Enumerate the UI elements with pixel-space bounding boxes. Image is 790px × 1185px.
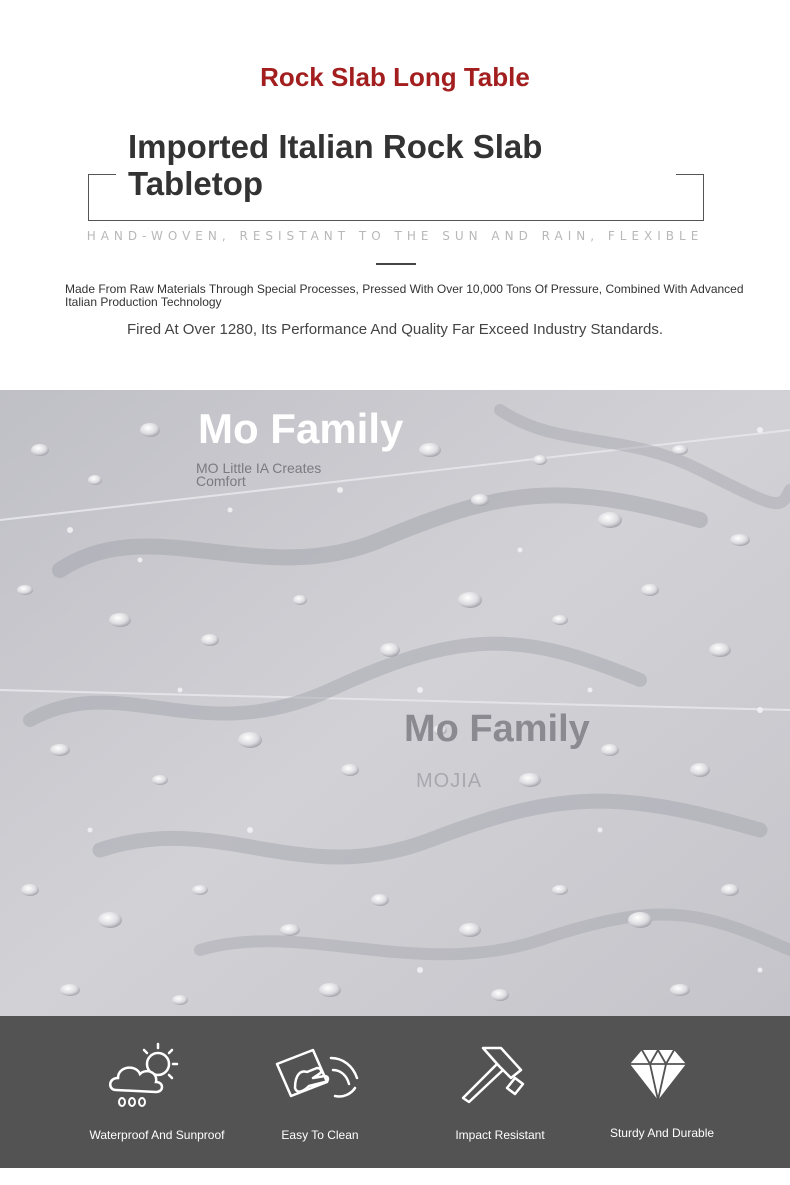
feature-label: Easy To Clean bbox=[281, 1128, 359, 1142]
brand-watermark: Mo Family bbox=[198, 405, 404, 452]
brand-watermark-subtitle: MO Little IA Creates Comfort bbox=[196, 460, 322, 489]
water-droplets-texture bbox=[0, 390, 790, 1016]
cloud-sun-rain-icon bbox=[106, 1040, 186, 1110]
rock-slab-image bbox=[0, 390, 790, 1016]
page-title: Rock Slab Long Table bbox=[260, 62, 530, 92]
brand-watermark-secondary-subtitle: MOJIA bbox=[416, 770, 483, 792]
feature-impact-resistant bbox=[415, 1016, 585, 1168]
hammer-icon bbox=[457, 1044, 527, 1104]
feature-waterproof bbox=[72, 1016, 242, 1168]
divider bbox=[376, 263, 416, 265]
description-secondary: Fired At Over 1280, Its Performance And Quality Far Exceed Industry Standards. bbox=[126, 321, 664, 338]
tagline: HAND-WOVEN, RESISTANT TO THE SUN AND RAIN, FLEXIBLE bbox=[86, 229, 704, 243]
feature-label: Impact Resistant bbox=[455, 1128, 545, 1142]
feature-label: Sturdy And Durable bbox=[609, 1126, 715, 1140]
diamond-icon bbox=[628, 1048, 688, 1102]
description-primary: Made From Raw Materials Through Special Processes, Pressed With Over 10,000 Tons Of Pressure, Combined With Advanced Italian Production Technology bbox=[65, 282, 744, 309]
feature-easy-clean bbox=[235, 1016, 405, 1168]
features-bar bbox=[0, 1016, 790, 1168]
intro-section bbox=[0, 0, 790, 390]
feature-sturdy-durable bbox=[577, 1016, 747, 1168]
brand-watermark-secondary: Mo Family bbox=[404, 708, 590, 750]
cleaning-hand-icon bbox=[273, 1044, 363, 1108]
feature-label: Waterproof And Sunproof bbox=[89, 1128, 225, 1142]
headline: Imported Italian Rock Slab Tabletop bbox=[128, 128, 543, 202]
